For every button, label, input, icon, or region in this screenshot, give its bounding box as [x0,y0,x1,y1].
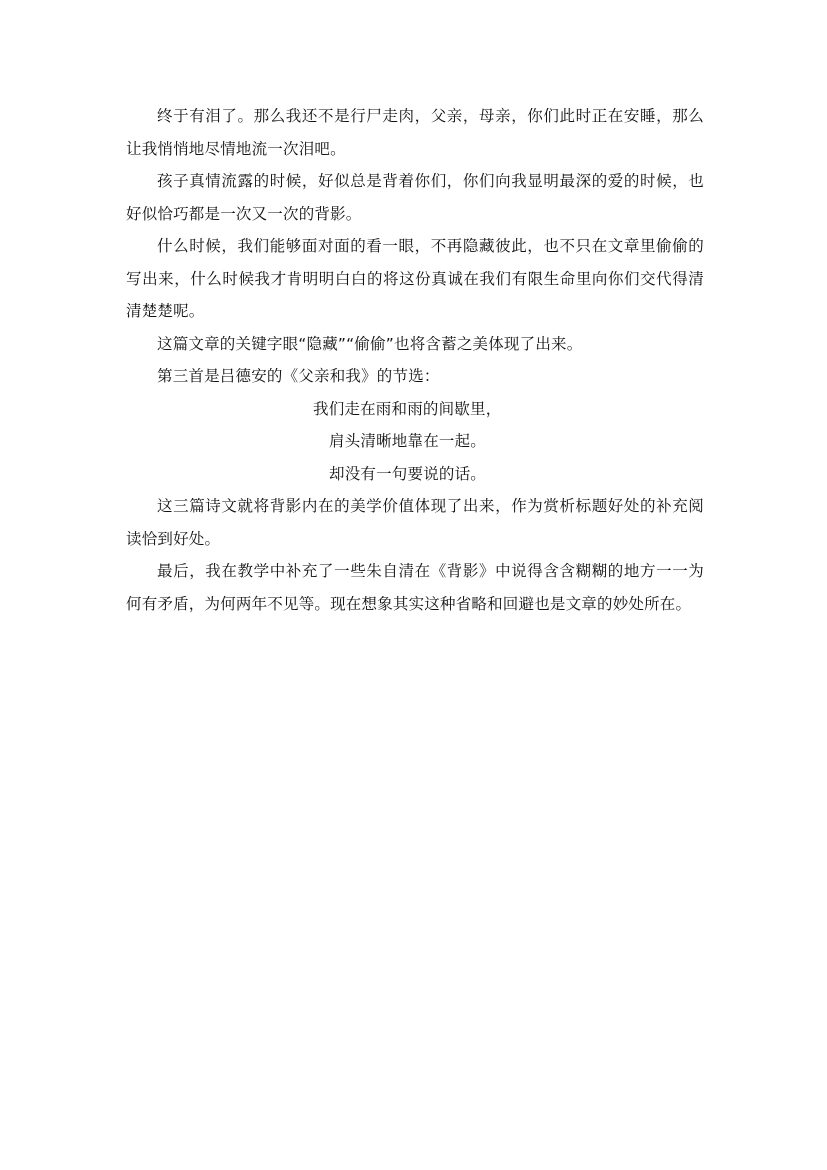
document-body [126,100,704,620]
paragraph: 孩子真情流露的时候，好似总是背着你们，你们向我显明最深的爱的时候，也好似恰巧都是一次又一次的背影。 [126,172,704,223]
poem-excerpt [126,393,704,491]
paragraph: 终于有泪了。那么我还不是行尸走肉，父亲，母亲，你们此时正在安睡，那么让我悄悄地尽情地流一次泪吧。 [126,107,704,158]
poem-line: 我们走在雨和雨的间歇里， [313,399,502,418]
paragraph: 第三首是吕德安的《父亲和我》的节选： [157,367,440,385]
paragraph: 这三篇诗文就将背影内在的美学价值体现了出来，作为赏析标题好处的补充阅读恰到好处。 [126,497,704,548]
poem-line: 肩头清晰地靠在一起。 [329,432,487,450]
paragraph: 最后，我在教学中补充了一些朱自清在《背影》中说得含含糊糊的地方一一为何有矛盾，为何两年不见等。现在想象其实这种省略和回避也是文章的妙处所在。 [126,562,704,613]
paragraph: 这篇文章的关键字眼“隐藏”“偷偷”也将含蓄之美体现了出来。 [157,334,583,353]
paragraph: 什么时候，我们能够面对面的看一眼，不再隐藏彼此，也不只在文章里偷偷的写出来，什么时候我才肯明明白白的将这份真诚在我们有限生命里向你们交代得清清楚楚呢。 [126,237,704,320]
poem-line: 却没有一句要说的话。 [329,464,487,483]
